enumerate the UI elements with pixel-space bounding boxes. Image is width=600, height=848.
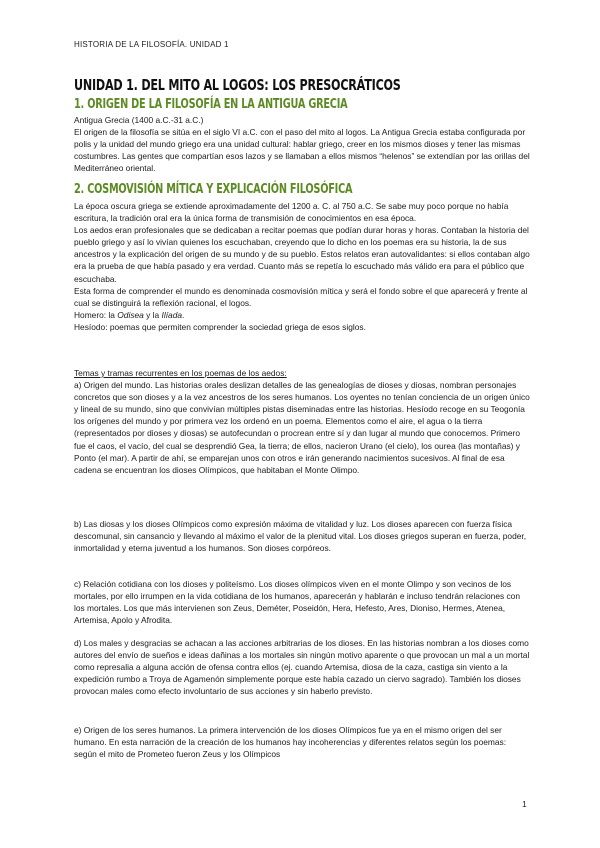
section-1-body [74, 114, 530, 174]
homer-end: . [182, 309, 185, 320]
section-1-heading: 1. ORIGEN DE LA FILOSOFÍA EN LA ANTIGUA GRECIA [74, 96, 348, 112]
section-2-intro [74, 200, 530, 333]
theme-item-b: b) Las diosas y los dioses Olímpicos como expresión máxima de vitalidad y luz. Los dioses aparecen con fuerza física descomunal, sin cansancio y llevando al máximo el valor de la plenitud vital. Los dioses griegos superan en fuerza, poder, inmortalidad y eterna juventud a los humanos. Son dioses corpóreos. [74, 519, 527, 554]
aedos-paragraph: Los aedos eran profesionales que se dedicaban a recitar poemas que podían durar horas y horas. Contaban la historia del pueblo griego y así lo vivían quienes los escuchaban, creyendo que lo dicho en los poemas era su historia, la de sus ancestros y la explicación del origen de su mundo y de su pueblo. Estos relatos eran autovalidantes: si ellos contaban algo era la prueba de que había pasado y era verdad. Cuanto más se repetía lo escuchado más válido era para el público que escuchaba. [74, 225, 530, 284]
homer-line [74, 309, 530, 321]
running-header: HISTORIA DE LA FILOSOFÍA. UNIDAD 1 [74, 40, 229, 49]
section-2-heading: 2. COSMOVISIÓN MÍTICA Y EXPLICACIÓN FILOSÓFICA [74, 181, 353, 197]
iliad-title: Ilíada [161, 309, 183, 320]
unit-title: UNIDAD 1. DEL MITO AL LOGOS: LOS PRESOCRÁTICOS [74, 76, 401, 94]
page-number: 1 [522, 799, 527, 809]
themes-heading: Temas y tramas recurrentes en los poemas de los aedos: [74, 368, 287, 378]
theme-item-a: a) Origen del mundo. Las historias orales deslizan detalles de las genealogías de dioses y diosas, nombran personajes concretos que son dioses y a la vez ancestros de los seres humanos. Los oyentes no tenían conciencia de un origen único y lineal de su mundo, sino que convivían múltiples pistas diseminadas entre las historias. Hesíodo recoge en su Teogonía los orígenes del mundo y por primera vez los ordenó en un poema. Elementos como el aire, el agua o la tierra (representados por dioses y diosas) se autofecundan o procrean entre sí y dan lugar al mundo que conocemos. Primero fue el caos, el vacío, del cual se desprendió Gea, la tierra; de ellos, nacieron Urano (el cielo), los ourea (las montañas) y Ponto (el mar). A partir de ahí, se emparejan unos con otros e irán generando nacimientos sucesivos. Al final de esa cadena se encuentran los dioses Olímpicos, que habitaban el Monte Olimpo. [74, 380, 530, 475]
theme-item-d-block [74, 637, 530, 697]
hesiod-line: Hesíodo: poemas que permiten comprender la sociedad griega de esos siglos. [74, 321, 366, 332]
theme-item-c-block [74, 578, 530, 626]
section-1-subheading: Antigua Grecia (1400 a.C.-31 a.C.) [74, 115, 204, 125]
homer-and: y la [143, 309, 162, 320]
section-1-paragraph: El origen de la filosofía se sitúa en el siglo VI a.C. con el paso del mito al logos. La Antigua Grecia estaba configurada por polis y la unidad del mundo griego era una unidad cultural: hablar griego, creer en los mismos dioses y tener las mismas costumbres. Las gentes que compartían esos lazos y se llamaban a ellos mismos “helenos” se extendían por las orillas del Mediterráneo oriental. [74, 127, 530, 174]
dark-age-paragraph: La época oscura griega se extiende aproximadamente del 1200 a. C. al 750 a.C. Se sabe muy poco porque no había escritura, la tradición oral era la única forma de transmisión de conocimientos en esa época. [74, 201, 509, 224]
mythical-worldview-paragraph: Esta forma de comprender el mundo es denominada cosmovisión mítica y será el fondo sobre el que aparecerá y frente al cual se distinguirá la reflexión racional, el logos. [74, 285, 528, 308]
theme-item-b-block [74, 518, 530, 554]
odyssey-title: Odisea [117, 309, 144, 320]
homer-label: Homero: la [74, 309, 118, 320]
theme-item-e-block [74, 724, 530, 760]
themes-list [74, 367, 530, 476]
theme-item-c: c) Relación cotidiana con los dioses y politeísmo. Los dioses olímpicos viven en el monte Olimpo y son vecinos de los mortales, por ello irrumpen en la vida cotidiana de los humanos, aparecerán y hablarán e incluso tendrán relaciones con los mortales. Los que más intervienen son Zeus, Deméter, Poseidón, Hera, Hefesto, Ares, Dioniso, Hermes, Atenea, Artemisa, Apolo y Afrodita. [74, 579, 520, 626]
theme-item-d: d) Los males y desgracias se achacan a las acciones arbitrarias de los dioses. En las historias nombran a los dioses como autores del envío de sueños e ideas dañinas a los mortales sin ningún motivo aparente o que provocan un mal a un mortal como represalia a alguna acción de ofensa contra ellos (ej. cuando Artemisa, diosa de la caza, castiga sin viento a la expedición rumbo a Troya de Agamenón simplemente porque este había cazado un ciervo sagrado). También los dioses provocan males como efecto involuntario de sus acciones y sin haberlo previsto. [74, 638, 530, 697]
theme-item-e: e) Origen de los seres humanos. La primera intervención de los dioses Olímpicos fue ya en el mismo origen del ser humano. En esta narración de la creación de los humanos hay incoherencias y diferentes relatos según los poemas: según el mito de Prometeo fueron Zeus y los Olímpicos [74, 725, 507, 760]
